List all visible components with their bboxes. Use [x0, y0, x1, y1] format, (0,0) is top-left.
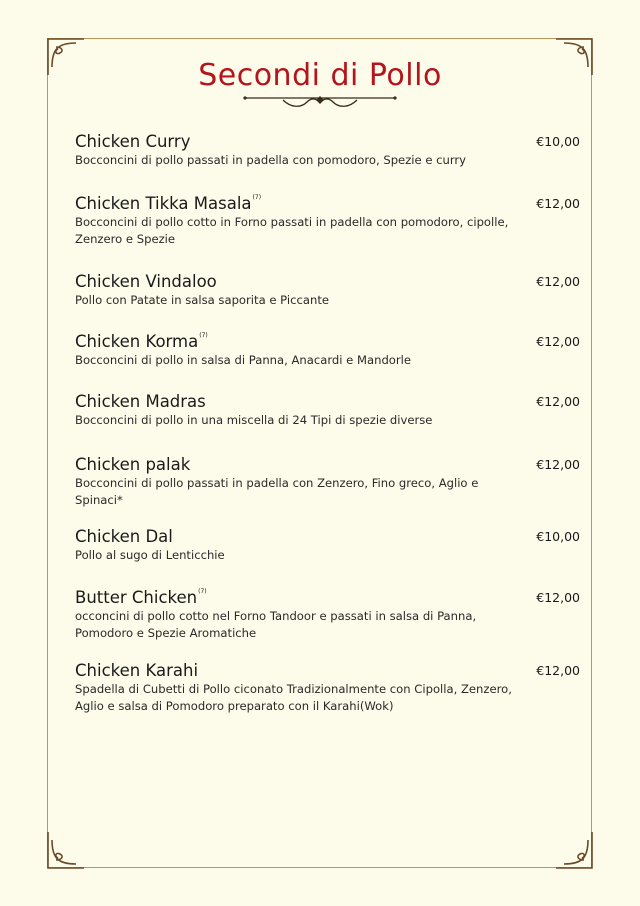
item-name-text: Chicken Karahi [75, 661, 199, 680]
item-name-text: Chicken Vindaloo [75, 272, 217, 291]
menu-item [75, 272, 580, 309]
item-name-text: Chicken Tikka Masala [75, 194, 252, 213]
item-description: Bocconcini di pollo cotto in Forno passati in padella con pomodoro, cipolle, Zenzero e Spezie [75, 215, 509, 246]
item-description: Spadella di Cubetti di Pollo ciconato Tradizionalmente con Cipolla, Zenzero, Aglio e salsa di Pomodoro preparato con il Karahi(Wok) [75, 682, 512, 713]
allergen-note: (7) [198, 588, 207, 595]
corner-ornament-icon [554, 830, 594, 870]
item-price: €12,00 [536, 457, 580, 472]
item-price: €12,00 [536, 394, 580, 409]
item-name-text: Chicken Curry [75, 132, 191, 151]
item-price: €12,00 [536, 334, 580, 349]
item-name [75, 392, 580, 412]
menu-item [75, 132, 580, 169]
item-name [75, 272, 580, 292]
menu-item [75, 588, 580, 642]
item-description: Bocconcini di pollo in una miscella di 24 Tipi di spezie diverse [75, 413, 433, 427]
menu-item [75, 332, 580, 369]
item-name [75, 588, 580, 608]
page-title: Secondi di Pollo [198, 58, 442, 93]
item-name-text: Chicken Korma [75, 332, 199, 351]
item-name [75, 455, 580, 475]
allergen-note: (7) [252, 194, 262, 201]
item-name [75, 132, 580, 152]
item-description: Bocconcini di pollo passati in padella con pomodoro, Spezie e curry [75, 153, 467, 167]
item-name [75, 332, 580, 352]
menu-item [75, 527, 580, 564]
allergen-note: (7) [199, 332, 208, 339]
menu-item [75, 392, 580, 429]
item-description: Pollo con Patate in salsa saporita e Piccante [75, 293, 330, 307]
item-description: Bocconcini di pollo in salsa di Panna, Anacardi e Mandorle [75, 353, 412, 367]
item-price: €10,00 [536, 529, 580, 544]
item-price: €12,00 [536, 274, 580, 289]
item-name [75, 527, 580, 547]
item-description: occoncini di pollo cotto nel Forno Tandoor e passati in salsa di Panna, Pomodoro e Spezie Aromatiche [75, 609, 477, 640]
menu-item [75, 194, 580, 248]
item-name-text: Chicken palak [75, 455, 191, 474]
menu-item [75, 661, 580, 715]
item-name [75, 194, 580, 214]
item-description: Bocconcini di pollo passati in padella con Zenzero, Fino greco, Aglio e Spinaci* [75, 476, 479, 507]
item-name-text: Butter Chicken [75, 588, 198, 607]
item-price: €12,00 [536, 196, 580, 211]
item-name-text: Chicken Dal [75, 527, 173, 546]
item-price: €12,00 [536, 663, 580, 678]
item-description: Pollo al sugo di Lenticchie [75, 548, 225, 562]
item-name [75, 661, 580, 681]
menu-item [75, 455, 580, 509]
corner-ornament-icon [46, 830, 86, 870]
title-divider-ornament-icon [243, 92, 397, 112]
item-price: €10,00 [536, 134, 580, 149]
item-name-text: Chicken Madras [75, 392, 206, 411]
item-price: €12,00 [536, 590, 580, 605]
